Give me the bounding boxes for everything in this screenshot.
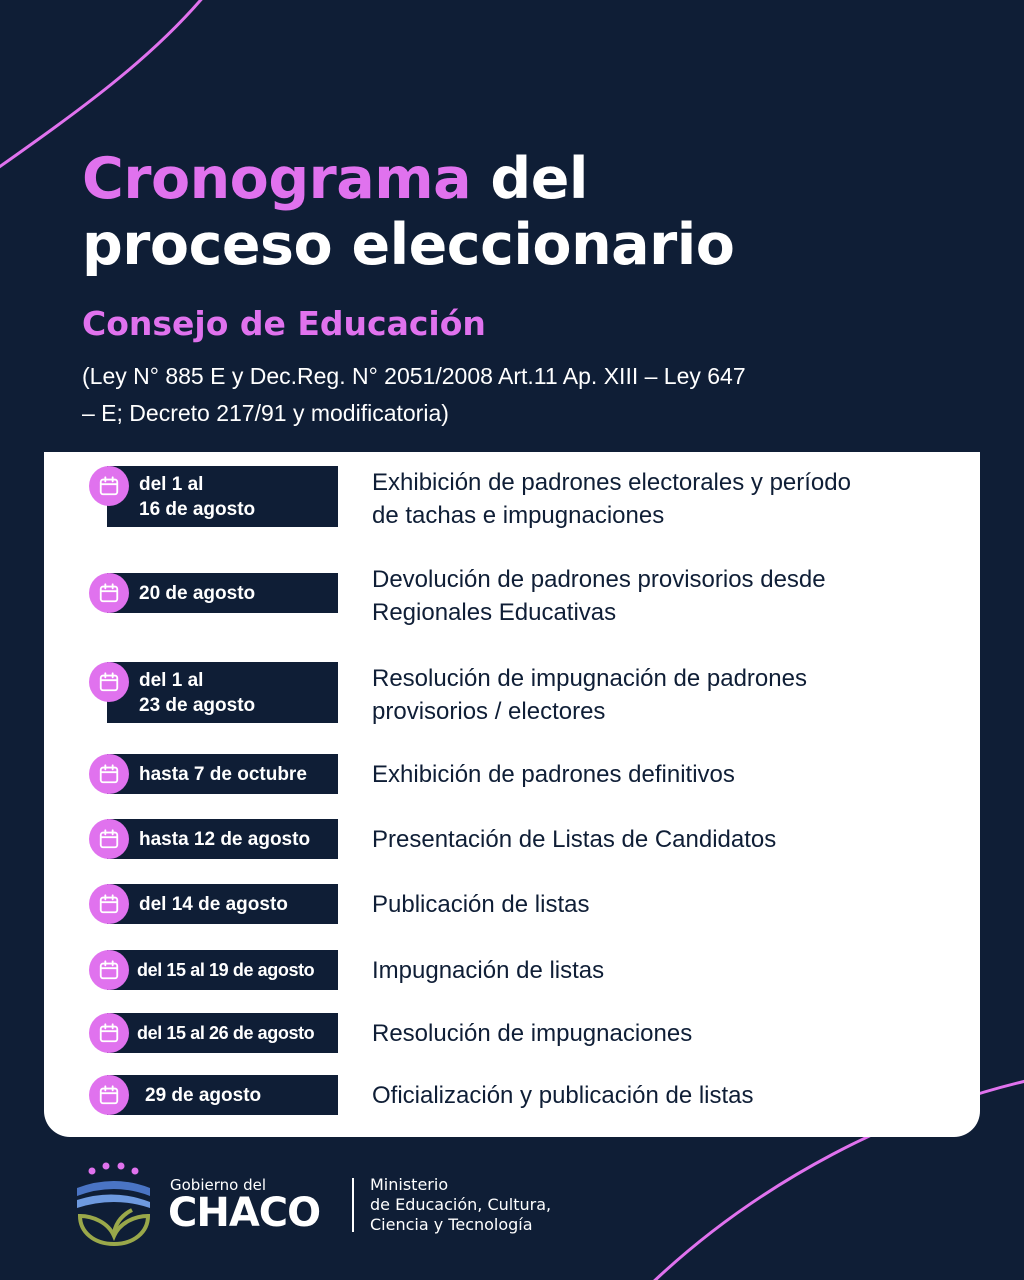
title-accent: Cronograma	[82, 146, 472, 212]
chaco-logo-icon	[74, 1160, 154, 1250]
date-line: 29 de agosto	[145, 1084, 262, 1106]
calendar-icon	[89, 573, 129, 613]
schedule-description	[372, 563, 932, 629]
desc-line: Resolución de impugnaciones	[372, 1020, 693, 1047]
legal-reference	[82, 358, 882, 432]
date-line: del 15 al 26 de agosto	[137, 1022, 315, 1043]
date-line: del 1 al	[139, 473, 204, 495]
date-pill	[107, 662, 338, 723]
date-pill	[107, 884, 338, 924]
date-line: del 14 de agosto	[139, 893, 288, 915]
ministry-line: Ministerio	[370, 1175, 449, 1194]
title-rest: del	[471, 146, 588, 212]
schedule-description	[372, 758, 932, 791]
desc-line: Presentación de Listas de Candidatos	[372, 826, 777, 853]
calendar-icon	[89, 1075, 129, 1115]
date-pill	[107, 950, 338, 990]
desc-line: Exhibición de padrones definitivos	[372, 761, 735, 788]
date-pill	[107, 1013, 338, 1053]
date-line: 23 de agosto	[139, 694, 256, 716]
desc-line: Resolución de impugnación de padrones	[372, 665, 807, 692]
calendar-icon	[89, 754, 129, 794]
calendar-icon	[89, 950, 129, 990]
legal-line-1: (Ley N° 885 E y Dec.Reg. N° 2051/2008 Art.11 Ap. XIII – Ley 647	[82, 363, 746, 389]
calendar-icon	[89, 1013, 129, 1053]
schedule-description	[372, 466, 932, 532]
date-line: 20 de agosto	[139, 582, 256, 604]
date-line: del 1 al	[139, 669, 204, 691]
ministry-name	[370, 1175, 551, 1235]
schedule-card	[44, 452, 980, 1137]
schedule-description	[372, 662, 932, 728]
calendar-icon	[89, 819, 129, 859]
desc-line: Impugnación de listas	[372, 957, 605, 984]
calendar-icon	[89, 466, 129, 506]
calendar-icon	[89, 662, 129, 702]
footer-divider	[352, 1178, 354, 1232]
desc-line: Oficialización y publicación de listas	[372, 1082, 754, 1109]
page-title	[82, 146, 734, 278]
desc-line: provisorios / electores	[372, 698, 606, 725]
ministry-line: Ciencia y Tecnología	[370, 1215, 533, 1234]
desc-line: Publicación de listas	[372, 891, 590, 918]
date-pill	[107, 819, 338, 859]
schedule-description	[372, 823, 932, 856]
chaco-wordmark: CHACO	[168, 1190, 321, 1236]
desc-line: Regionales Educativas	[372, 599, 617, 626]
date-line: hasta 12 de agosto	[139, 828, 311, 850]
date-line: hasta 7 de octubre	[139, 763, 307, 785]
desc-line: de tachas e impugnaciones	[372, 502, 665, 529]
date-line: del 15 al 19 de agosto	[137, 959, 315, 980]
subtitle: Consejo de Educación	[82, 304, 486, 343]
desc-line: Devolución de padrones provisorios desde	[372, 566, 826, 593]
title-line2: proceso eleccionario	[82, 212, 735, 278]
date-pill	[107, 754, 338, 794]
schedule-description	[372, 1079, 932, 1112]
ministry-line: de Educación, Cultura,	[370, 1195, 552, 1214]
schedule-description	[372, 954, 932, 987]
legal-line-2: – E; Decreto 217/91 y modificatoria)	[82, 400, 449, 426]
calendar-icon	[89, 884, 129, 924]
date-pill	[107, 466, 338, 527]
schedule-description	[372, 1017, 932, 1050]
date-pill	[107, 573, 338, 613]
government-label: Gobierno del	[170, 1176, 266, 1194]
date-pill	[107, 1075, 338, 1115]
schedule-description	[372, 888, 932, 921]
desc-line: Exhibición de padrones electorales y período	[372, 469, 851, 496]
date-line: 16 de agosto	[139, 498, 256, 520]
